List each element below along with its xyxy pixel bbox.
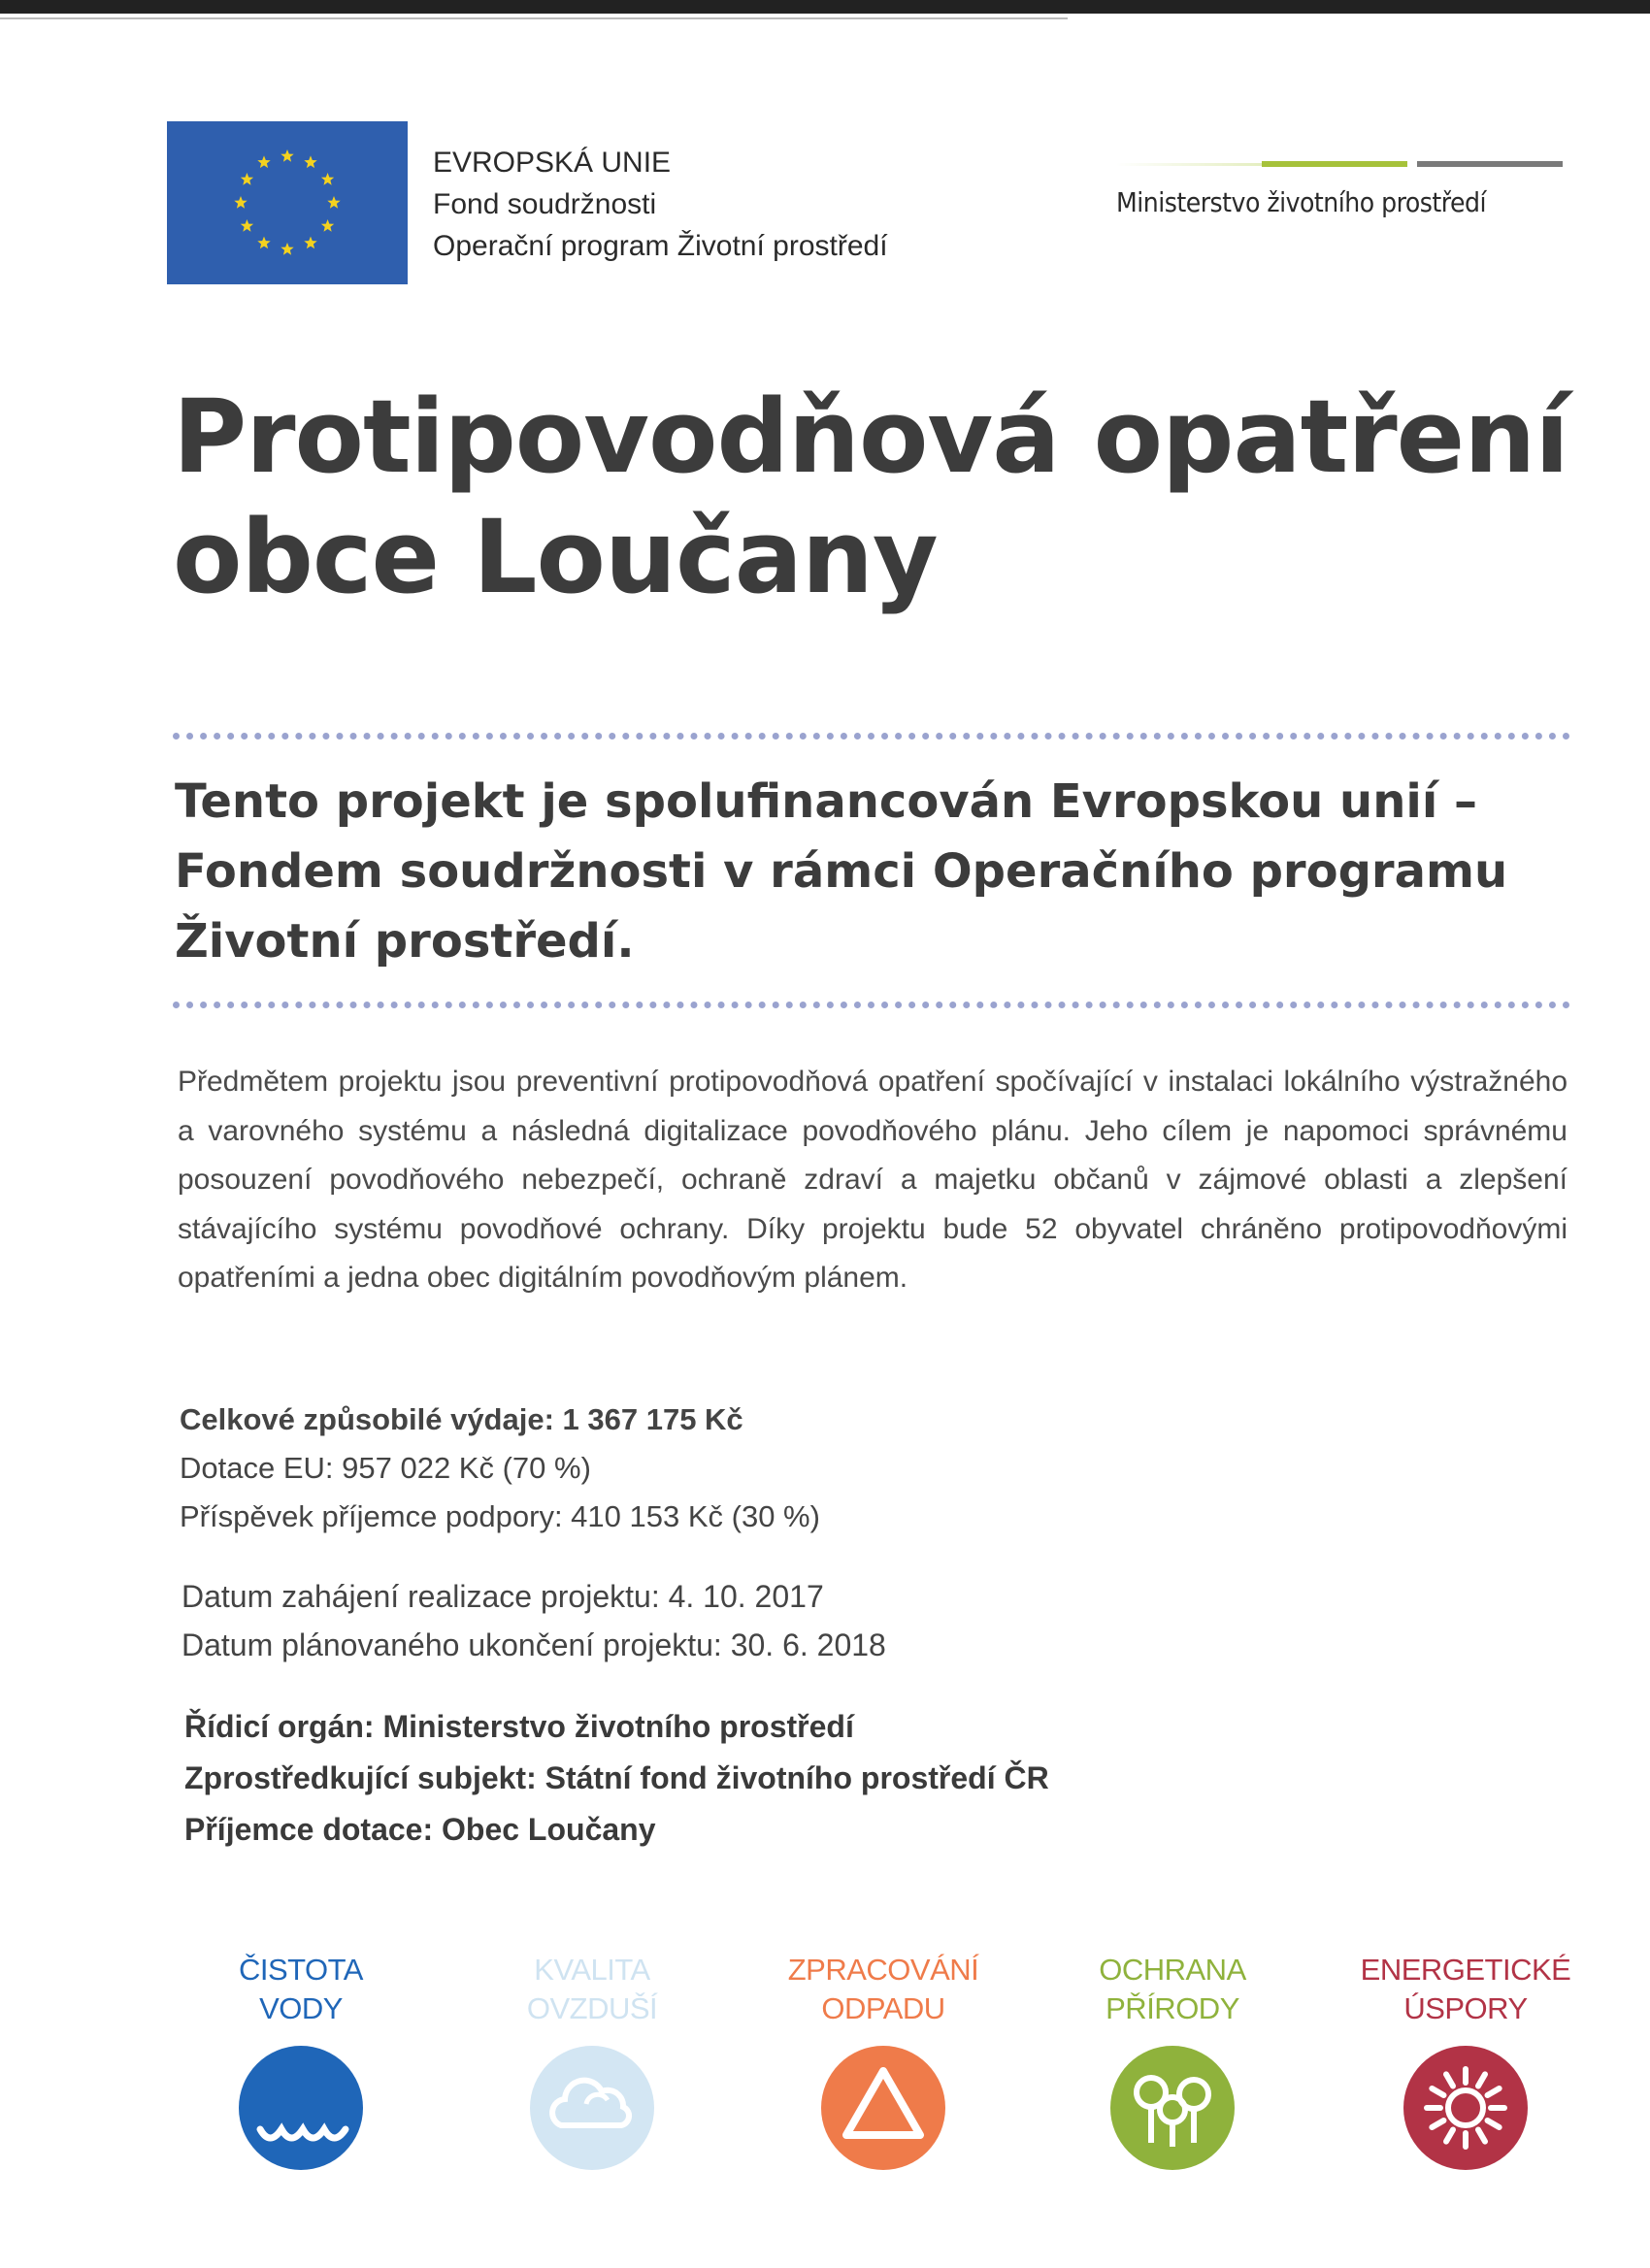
- category-label: ČISTOTA VODY: [239, 1953, 363, 2025]
- eu-line-1: EVROPSKÁ UNIE: [433, 147, 672, 179]
- ministry-name: Ministerstvo životního prostředí: [1116, 186, 1486, 218]
- eu-stars-icon: [167, 121, 408, 284]
- organisations-block: [184, 1701, 1049, 1856]
- category-energy: [1349, 1951, 1582, 2170]
- category-label: OCHRANA PŘÍRODY: [1099, 1953, 1246, 2025]
- scan-top-edge: [0, 0, 1650, 14]
- eu-star: [257, 155, 270, 168]
- category-label: ENERGETICKÉ ÚSPORY: [1360, 1953, 1571, 2025]
- managing-authority: Řídicí orgán: Ministerstvo životního prostředí: [184, 1709, 854, 1744]
- category-waste: [767, 1951, 1000, 2170]
- category-label: KVALITA OVZDUŠÍ: [526, 1953, 658, 2025]
- category-water: [184, 1951, 417, 2170]
- page-title: [173, 377, 1568, 617]
- eu-star: [327, 196, 340, 209]
- intermediate-body: Zprostředkující subjekt: Státní fond životního prostředí ČR: [184, 1760, 1049, 1795]
- category-label: ZPRACOVÁNÍ ODPADU: [787, 1953, 979, 2025]
- title-line-1: Protipovodňová opatření: [173, 378, 1568, 496]
- recycle-triangle-icon: [821, 2046, 945, 2170]
- eu-programme-text: [433, 142, 888, 267]
- end-date: Datum plánovaného ukončení projektu: 30. 6. 2018: [182, 1627, 886, 1662]
- dotted-divider-bottom: [173, 1002, 1570, 1008]
- eu-star: [241, 219, 253, 232]
- start-date: Datum zahájení realizace projektu: 4. 10. 2017: [182, 1579, 824, 1614]
- eu-star: [257, 237, 270, 249]
- scan-top-line: [0, 17, 1068, 19]
- eu-star: [241, 173, 253, 185]
- eu-star: [321, 219, 334, 232]
- eu-line-3: Operační program Životní prostředí: [433, 230, 888, 262]
- trees-icon: [1110, 2046, 1235, 2170]
- grant-recipient: Příjemce dotace: Obec Loučany: [184, 1812, 656, 1847]
- water-icon: [239, 2046, 363, 2170]
- eu-line-2: Fond soudržnosti: [433, 188, 657, 220]
- category-nature: [1056, 1951, 1289, 2170]
- ministry-logo-bars: [1116, 155, 1563, 167]
- eu-star: [280, 149, 293, 162]
- total-costs: Celkové způsobilé výdaje: 1 367 175 Kč: [180, 1402, 743, 1436]
- eu-star: [304, 155, 316, 168]
- title-line-2: obce Loučany: [173, 498, 938, 616]
- eu-star: [234, 196, 247, 209]
- cloud-icon: [530, 2046, 654, 2170]
- eu-flag-logo: [167, 121, 408, 284]
- dotted-divider-top: [173, 733, 1570, 740]
- project-description: Předmětem projektu jsou preventivní protipovodňová opatření spočívající v instalaci lokálního výstražného a varovného systému a následná digitalizace povodňového plánu. Jeho cílem je napomoci správnému posouzení povodňového nebezpečí, ochraně zdraví a majetku občanů v zájmové oblasti a zlepšení stávajícího systému povodňové ochrany. Díky projektu bude 52 obyvatel chráněno protipovodňovými opatřeními a jedna obec digitálním povodňovým plánem.: [178, 1066, 1568, 1294]
- ministry-logo: [1116, 155, 1563, 218]
- sun-icon: [1403, 2046, 1528, 2170]
- dates-block: [182, 1572, 886, 1669]
- eu-subsidy: Dotace EU: 957 022 Kč (70 %): [180, 1451, 591, 1485]
- funding-statement: Tento projekt je spolufinancován Evropskou unií – Fondem soudržnosti v rámci Operačního programu Životní prostředí.: [175, 774, 1508, 969]
- costs-block: [180, 1396, 820, 1541]
- recipient-contribution: Příspěvek příjemce podpory: 410 153 Kč (30 %): [180, 1499, 820, 1533]
- category-air: [476, 1951, 709, 2170]
- eu-star: [304, 237, 316, 249]
- eu-star: [280, 243, 293, 255]
- eu-star: [321, 173, 334, 185]
